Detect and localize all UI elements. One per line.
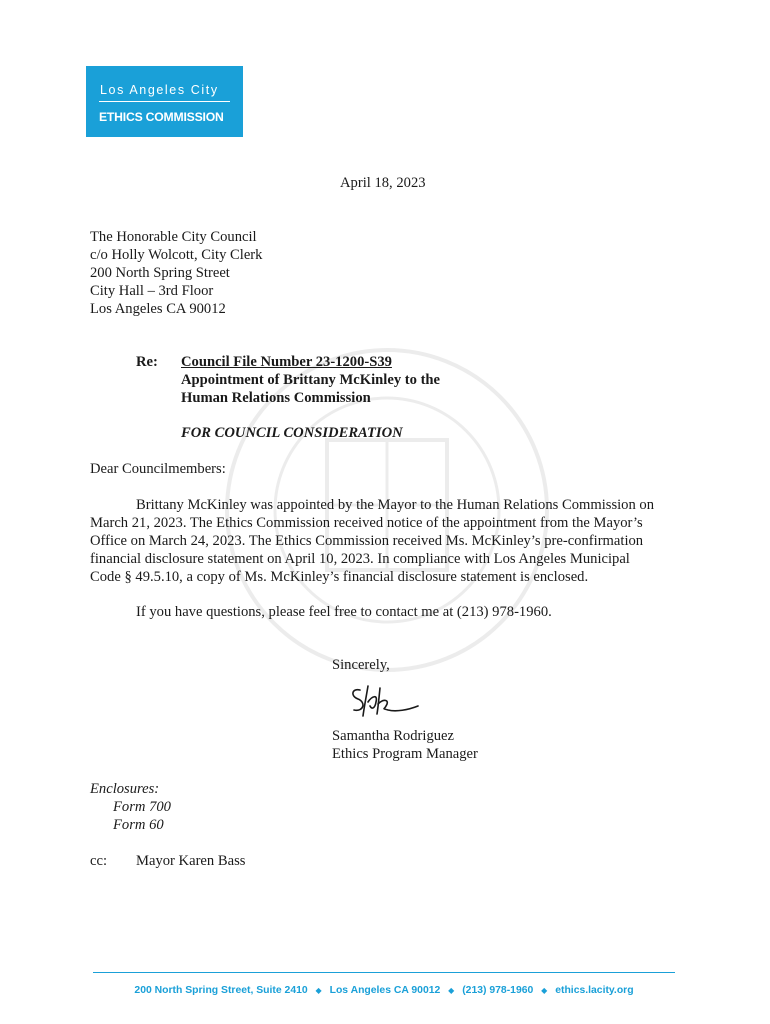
body-paragraph-1 xyxy=(90,496,682,586)
ethics-commission-logo xyxy=(86,66,243,137)
logo-line-1: Los Angeles City xyxy=(100,83,219,97)
enclosures xyxy=(90,780,171,834)
paragraph-line: March 21, 2023. The Ethics Commission received notice of the appointment from the Mayor’s xyxy=(90,515,643,531)
enclosure-item: Form 60 xyxy=(113,817,164,833)
footer-address: 200 North Spring Street, Suite 2410 xyxy=(134,985,308,996)
address-line: c/o Holly Wolcott, City Clerk xyxy=(90,247,263,263)
salutation: Dear Councilmembers: xyxy=(90,461,226,477)
logo-divider xyxy=(99,101,230,102)
footer-city: Los Angeles CA 90012 xyxy=(329,985,441,996)
body-paragraph-2 xyxy=(90,603,682,621)
paragraph-line: financial disclosure statement on April 10, 2023. In compliance with Los Angeles Municipal xyxy=(90,551,630,567)
footer-phone: (213) 978-1960 xyxy=(462,985,534,996)
footer-divider xyxy=(93,972,675,973)
subject-label: Re: xyxy=(136,354,158,370)
signer-name: Samantha Rodriguez xyxy=(332,728,454,744)
closing: Sincerely, xyxy=(332,657,390,673)
subject-block xyxy=(181,353,440,407)
handwritten-signature xyxy=(346,680,420,722)
diamond-separator-icon: ◆ xyxy=(541,986,548,995)
signer-title: Ethics Program Manager xyxy=(332,746,478,762)
paragraph-line: If you have questions, please feel free to contact me at (213) 978-1960. xyxy=(136,604,552,620)
subject-line: Human Relations Commission xyxy=(181,390,371,406)
cc-label: cc: xyxy=(90,853,108,869)
address-line: Los Angeles CA 90012 xyxy=(90,301,226,317)
enclosure-item: Form 700 xyxy=(113,799,171,815)
recipient-address xyxy=(90,228,262,318)
enclosures-label: Enclosures: xyxy=(90,781,160,797)
paragraph-line: Code § 49.5.10, a copy of Ms. McKinley’s financial disclosure statement is enclosed. xyxy=(90,569,589,585)
signature-block xyxy=(332,727,478,763)
address-line: The Honorable City Council xyxy=(90,229,257,245)
diamond-separator-icon: ◆ xyxy=(448,986,455,995)
letter-date: April 18, 2023 xyxy=(340,175,426,191)
council-file-number: Council File Number 23-1200-S39 xyxy=(181,354,392,370)
logo-line-2: ETHICS COMMISSION xyxy=(99,110,224,124)
council-consideration-heading: FOR COUNCIL CONSIDERATION xyxy=(181,425,403,441)
footer-website[interactable]: ethics.lacity.org xyxy=(555,985,634,996)
diamond-separator-icon: ◆ xyxy=(315,986,322,995)
address-line: City Hall – 3rd Floor xyxy=(90,283,214,299)
address-line: 200 North Spring Street xyxy=(90,265,230,281)
subject-line: Appointment of Brittany McKinley to the xyxy=(181,372,441,388)
footer-contact xyxy=(93,982,675,1000)
paragraph-line: Office on March 24, 2023. The Ethics Commission received Ms. McKinley’s pre-confirmation xyxy=(90,533,644,549)
cc-recipient: Mayor Karen Bass xyxy=(136,853,246,869)
paragraph-line: Brittany McKinley was appointed by the Mayor to the Human Relations Commission on xyxy=(136,497,655,513)
